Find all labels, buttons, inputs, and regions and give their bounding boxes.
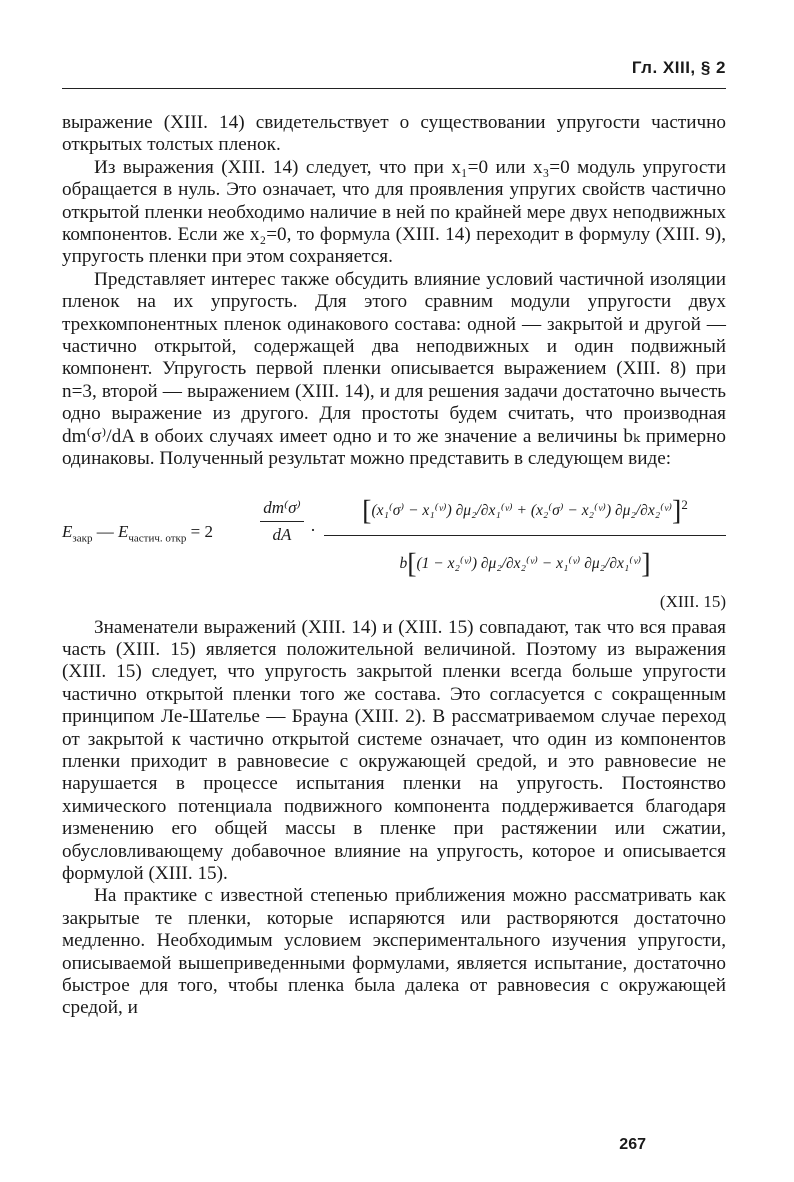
numerator-exponent: 2 (681, 496, 688, 512)
paragraph-3: Представляет интерес также обсудить влияние условий частичной изоляции пленок на их упругость. Для этого сравним модули упругости двух трехкомпонентных пленок одинакового состава: одной — закрытой и другой — частично открытой, содержащей два неподвижных и один подвижный компонент. Упругость первой пленки описывается выражением (XIII. 8) при n=3, второй — выражением (XIII. 14), и для решения задачи достаточно вычесть одно выражение из другого. Для простоты будем считать, что производная dm⁽σ⁾/dA в обоих случаях имеет одно и то же значение а величины bₖ примерно одинаковы. Полученный результат можно представить в следующем виде: (62, 268, 726, 470)
paragraph-2: Из выражения (XIII. 14) следует, что при x₁=0 или x₃=0 модуль упругости обращается в нуль. Это означает, что для проявления упругих свойств частично открытой пленки необходимо наличие в ней по крайней мере двух неподвижных компонентов. Если же x₂=0, то формула (XIII. 14) переходит в формулу (XIII. 9), упругость пленки при этом сохраняется. (62, 156, 726, 268)
formula-sub-closed: закр (72, 531, 93, 544)
paragraph-5: На практике с известной степенью приближения можно рассматривать как закрытые те пленки, которые испаряются или растворяются достаточно медленно. Необходимым условием экспериментального изучения упругости, описываемой вышеприведенными формулами, является испытание, достаточно быстрое для того, чтобы пленка была далека от равновесия с окружающей средой, и (62, 885, 726, 1019)
formula-sub-open: частич. откр (128, 531, 187, 544)
formula-dot: · (310, 519, 316, 540)
formula-xiii-15 (62, 477, 726, 615)
formula-e-open: E (117, 521, 129, 541)
header-rule (62, 88, 726, 89)
fraction-dm-denominator: dA (272, 524, 292, 544)
fraction-dm-da (260, 497, 304, 547)
running-head: Гл. XIII, § 2 (631, 58, 726, 77)
denominator-b: b (399, 554, 408, 572)
equation-number: (XIII. 15) (659, 591, 726, 611)
formula-equals-two: = 2 (186, 521, 213, 541)
fraction-dm-bar (260, 521, 304, 522)
fraction-dm-numerator: dm⁽σ⁾ (263, 497, 301, 517)
formula-lhs (62, 521, 213, 550)
formula-e-closed: E (62, 521, 73, 541)
page (62, 0, 726, 1182)
fraction-main-numerator: [(x₁⁽σ⁾ − x₁⁽ᵛ⁾) ∂μ₂/∂x₁⁽ᵛ⁾ + (x₂⁽σ⁾ − x₂⁽ᵛ⁾) ∂μ₂/∂x₂⁽ᵛ⁾]$^2$ (362, 495, 688, 527)
paragraph-4: Знаменатели выражений (XIII. 14) и (XIII. 15) совпадают, так что вся правая часть (XIII. 15) является положительной величиной. Поэтому из выражения (XIII. 15) следует, что упругость закрытой пленки всегда больше упругости частично открытой пленки того же состава. Это согласуется с сокращенным принципом Ле-Шателье — Брауна (XIII. 2). В рассматриваемом случае переход от закрытой к частично открытой системе означает, что один из компонентов пленки приходит в равновесие с окружающей средой, и это равновесие не нарушается в процессе испытания пленки на упругость. Постоянство химического потенциала подвижного компонента поддерживается благодаря изменению его общей массы в пленке при растяжении или сжатии, обусловливающему добавочное влияние на упругость, которое и описывается формулой (XIII. 15). (62, 616, 726, 884)
fraction-main-bar (324, 535, 726, 536)
numerator-expression: (x₁⁽σ⁾ − x₁⁽ᵛ⁾) ∂μ₂/∂x₁⁽ᵛ⁾ + (x₂⁽σ⁾ − x₂⁽ᵛ⁾) ∂μ₂/∂x₂⁽ᵛ⁾ (371, 501, 673, 519)
body-text (62, 112, 726, 1020)
paragraph-1: выражение (XIII. 14) свидетельствует о существовании упругости частично открытых толстых пленок. (62, 112, 726, 156)
formula-minus: — (92, 521, 118, 541)
fraction-main (324, 477, 726, 590)
fraction-main-denominator: b[(1 − x₂⁽ᵛ⁾) ∂μ₂/∂x₂⁽ᵛ⁾ − x₁⁽ᵛ⁾ ∂μ₂/∂x₁⁽ᵛ⁾] (399, 547, 651, 579)
denominator-expression: (1 − x₂⁽ᵛ⁾) ∂μ₂/∂x₂⁽ᵛ⁾ − x₁⁽ᵛ⁾ ∂μ₂/∂x₁⁽ᵛ⁾ (416, 554, 642, 572)
page-number: 267 (619, 1136, 646, 1153)
